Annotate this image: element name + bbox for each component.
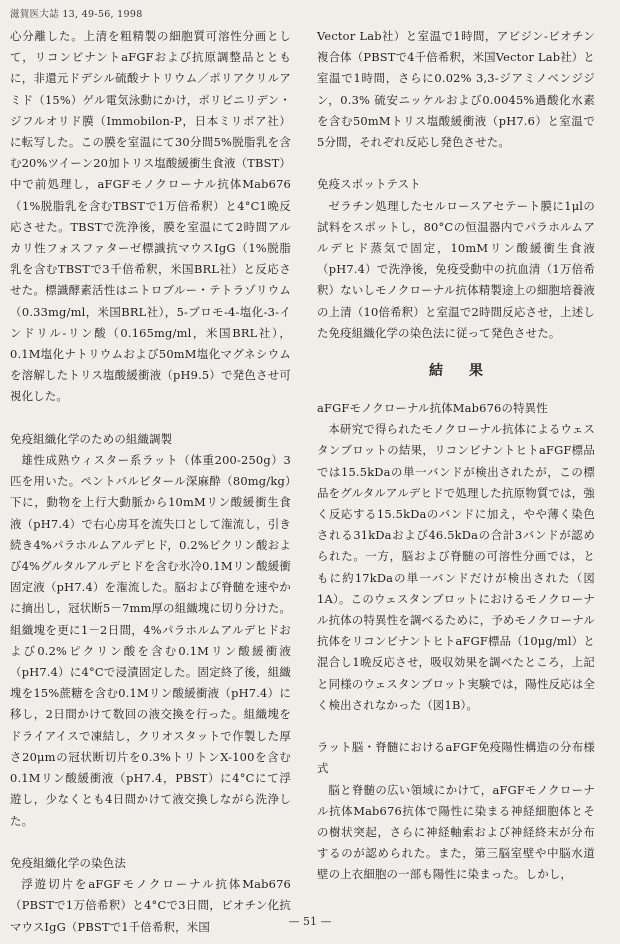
subsection-heading-staining: 免疫組織化学の染色法 — [10, 855, 126, 870]
running-header: 滋賀医大誌 13, 49-56, 1998 — [10, 9, 143, 20]
left-paragraph-1: 心分離した。上清を粗精製の細胞質可溶性分画として，リコンビナントaFGFおよび抗原調整品とともに，非還元ドデシル硫酸ナトリウム／ポリアクリルアミド（15%）ゲル電気泳動にかけ，ポリビニリデン・ジフルオリド膜（Immobilon-P，日本ミリポア社）に転写した。この膜を室温にて30分間5%脱脂乳を含む20%ツイーン20加トリス塩酸緩衝生食液（TBST）中で前処理し，aFGFモノクローナル抗体Mab676（1%脱脂乳を含むTBSTで1万倍希釈）と4°C1晩反応させた。TBSTで洗浄後，膜を室温にて2時間アルカリ性フォスファターゼ標識抗マウスIgG（1%脱脂乳を含むTBSTで3千倍希釈，米国BRL社）と反応させた。標識酵素活性はニトロブルー・テトラゾリウム（0.33mg/ml，米国BRL社），5-ブロモ-4-塩化-3-インドリル-リン酸（0.165mg/ml，米国BRL社），0.1M塩化ナトリウムおよび50mM塩化マグネシウムを溶解したトリス塩酸緩衝液（pH9.5）で発色させ可視化した。 — [10, 29, 291, 404]
page-number: — 51 — — [288, 915, 332, 928]
right-paragraph-3: 本研究で得られたモノクローナル抗体によるウェスタンブロットの結果，リコンビナントヒトaFGF標品では15.5kDaの単一バンドが検出されたが，この標品をグルタルアルデヒドで処理した抗原物質では，強く反応する15.5kDaのバンドに加え，やや薄く染色される31kDaおよび46.5kDaの合計3バンドが認められた。一方，脳および脊髄の可溶性分画では，ともに約17kDaの単一バンドだけが検出された（図1A）。このウェスタンブロットにおけるモノクローナル抗体の特異性を調べるために，予めモノクローナル抗体をリコンビナントヒトaFGF標品（10μg/ml）と混合し1晩反応させ，吸収効果を調べたところ，上記と同様のウェスタンブロット実験では，陽性反応は全く検出されなかった（図1B）。 — [317, 422, 595, 712]
subsection-heading-distribution: ラット脳・脊髄におけるaFGF免疫陽性構造の分布様式 — [317, 740, 595, 776]
subsection-heading-specificity: aFGFモノクローナル抗体Mab676の特異性 — [317, 401, 548, 416]
subsection-heading-tissue-prep: 免疫組織化学のための組織調製 — [10, 431, 173, 446]
left-paragraph-3: 浮遊切片をaFGFモノクローナル抗体Mab676（PBSTで1万倍希釈）と4°Cで3日間，ビオチン化抗マウスIgG（PBSTで1千倍希釈，米国 — [10, 877, 291, 934]
left-column — [10, 26, 291, 938]
right-paragraph-1: Vector Lab社）と室温で1時間，アビジン-ビオチン複合体（PBSTで4千倍希釈，米国Vector Lab社）と室温で1時間，さらに0.02% 3,3-ジアミノベンジジン，0.3% 硫安ニッケルおよび0.0045%過酸化水素を含む50mMトリス塩酸緩衝液（pH7.6）と室温で5分間，それぞれ反応し発色させた。 — [317, 29, 595, 150]
subsection-heading-spot-test: 免疫スポットテスト — [317, 177, 421, 192]
left-paragraph-2: 雄性成熟ウィスター系ラット（体重200-250g）3匹を用いた。ペントバルビタール深麻酔（80mg/kg）下に，動物を上行大動脈から10mMリン酸緩衝生食液（pH7.4）で右心房耳を流失口として潅流し，引き続き4%パラホルムアルデヒド，0.2%ピクリン酸および4%グルタルアルデヒドを含む氷冷0.1Mリン酸緩衝固定液（pH7.4）を潅流した。脳および脊髄を速やかに摘出し，冠状断5－7mm厚の組織塊に切り分けた。組織塊を更に1－2日間，4%パラホルムアルデヒドおよび0.2%ピクリン酸を含む0.1Mリン酸緩衝液（pH7.4）に4°Cで浸漬固定した。固定終了後，組織塊を15%蔗糖を含む0.1Mリン酸緩衝液（pH7.4）に移し，2日間かけて数回の液交換を行った。組織塊をドライアイスで凍結し，クリオスタットで作製した厚さ20μmの冠状断切片を0.3%トリトンX-100を含む0.1Mリン酸緩衝液（pH7.4，PBST）に4°Cにて浮遊し，少なくとも4日間かけて液交換しながら洗浄した。 — [10, 453, 291, 828]
right-paragraph-2: ゼラチン処理したセルロースアセテート膜に1μlの試料をスポットし，80°Cの恒温器内でパラホルムアルデヒド蒸気で固定，10mMリン酸緩衝生食液（pH7.4）で洗浄後，免疫受動中の抗血清（1万倍希釈）ないしモノクローナル抗体精製途上の細胞培養液の上清（10倍希釈）と室温で2時間反応させ，上述した免疫組織化学の染色法に従って発色させた。 — [317, 198, 595, 340]
section-title-results: 結果 — [429, 363, 509, 380]
right-paragraph-4: 脳と脊髄の広い領域にかけて，aFGFモノクローナル抗体Mab676抗体で陽性に染まる神経細胞体とその樹状突起，さらに神経軸索および神経終末が分布するのが認められた。また，第三脳室壁や中脳水道壁の上衣細胞の一部も陽性に染まった。しかし， — [317, 782, 595, 882]
right-column — [317, 26, 595, 886]
